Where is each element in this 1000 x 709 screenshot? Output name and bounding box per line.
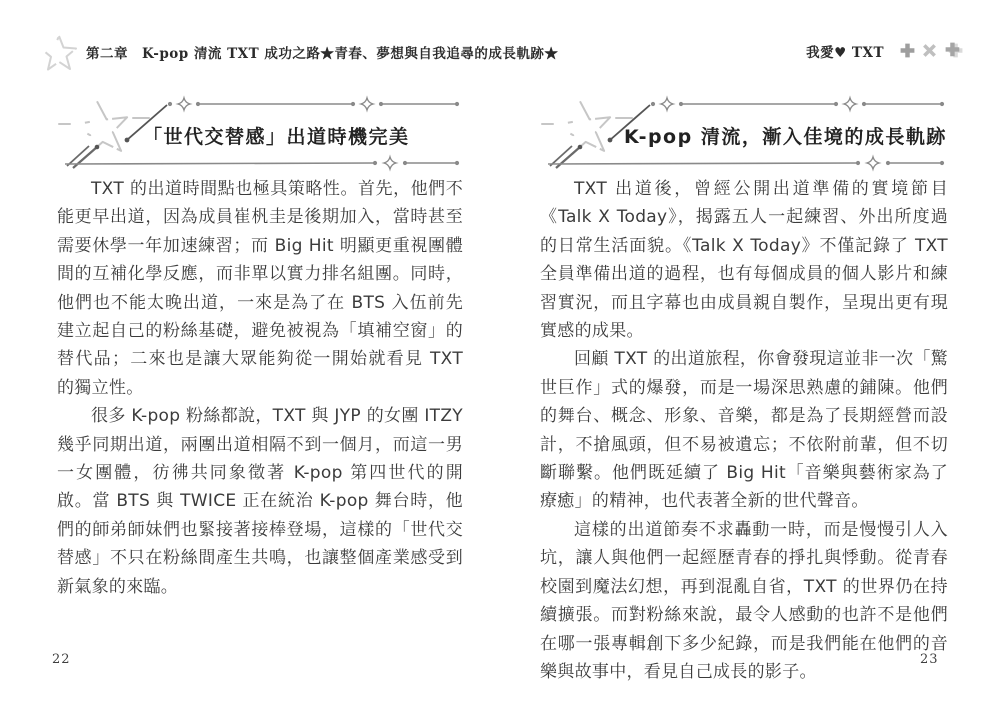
paragraph: 這樣的出道節奏不求轟動一時，而是慢慢引人入坑，讓人與他們一起經歷青春的掙扎與悸動。從青春校園到魔法幻想，再到混亂自省，TXT 的世界仍在持續擴張。而對粉絲來說，最令人感動的也許不是他們在哪一張專輯創下多少紀錄，而是我們能在他們的音樂與故事中，看見自己成長的影子。 [540,519,948,682]
section-heading-left: 「世代交替感」出道時機完美 [143,126,410,148]
page-right [540,88,948,686]
paragraph: 很多 K-pop 粉絲都說，TXT 與 JYP 的女團 ITZY 幾乎同期出道，兩團出道相隔不到一個月，而這一男一女團體，彷彿共同象徵著 K-pop 第四世代的開啟。當 BTS 與 TWICE 正在統治 K-pop 舞台時，他們的師弟師妹們也緊接著接棒登場，這樣的「世代交替感」不只在粉絲間產生共鳴，也讓整個產業感受到新氣象的來臨。 [57,406,463,597]
chapter-title: K-pop 清流 TXT 成功之路★青春、夢想與自我追尋的成長軌跡★ [142,46,559,62]
section-heading-right: K-pop 清流，漸入佳境的成長軌跡 [624,126,947,148]
sparkle-icon [867,157,879,169]
running-head-left [38,30,558,74]
chapter-label: 第二章 [86,46,128,62]
paragraph: 回顧 TXT 的出道旅程，你會發現這並非一次「驚世巨作」式的爆發，而是一場深思熟慮的鋪陳。他們的舞台、概念、形象、音樂，都是為了長期經營而設計，不搶風頭，但不易被遺忘；不依附前輩，但不切斷聯繫。他們既延續了 Big Hit「音樂與藝術家為了療癒」的精神，也代表著全新的世代聲音。 [540,349,948,512]
page-left [57,88,463,601]
paragraph: TXT 出道後，曾經公開出道準備的實境節目《Talk X Today》，揭露五人一起練習、外出所度過的日常生活面貌。《Talk X Today》不僅記錄了 TXT 全員準備出道的過程，也有每個成員的個人影片和練習實況，而且字幕也由成員親自製作，呈現出更有現實感的成果。 [540,179,948,342]
x-icon [922,43,937,58]
plus-icon [943,40,964,61]
star-outline-icon [38,32,80,76]
plus-icon [899,42,916,59]
series-label: 我愛♥ TXT [806,44,884,61]
page-number-left: 22 [52,652,71,667]
page-number-right: 23 [920,652,939,667]
body-text-left [57,172,463,601]
header-deco-icons [899,40,964,61]
sparkle-icon [384,157,396,169]
body-text-right [540,172,948,686]
section-heading-block-right [540,88,948,172]
paragraph: TXT 的出道時間點也極具策略性。首先，他們不能更早出道，因為成員崔杋圭是後期加入，當時甚至需要休學一年加速練習；而 Big Hit 明顯更重視團體間的互補化學反應，而非單以實力排名組團。同時，他們也不能太晚出道，一來是為了在 BTS 入伍前先建立起自己的粉絲基礎，避免被視為「填補空窗」的替代品；二來也是讓大眾能夠從一開始就看見 TXT 的獨立性。 [57,179,463,398]
running-head-right [806,40,964,61]
section-heading-block-left [57,88,463,172]
